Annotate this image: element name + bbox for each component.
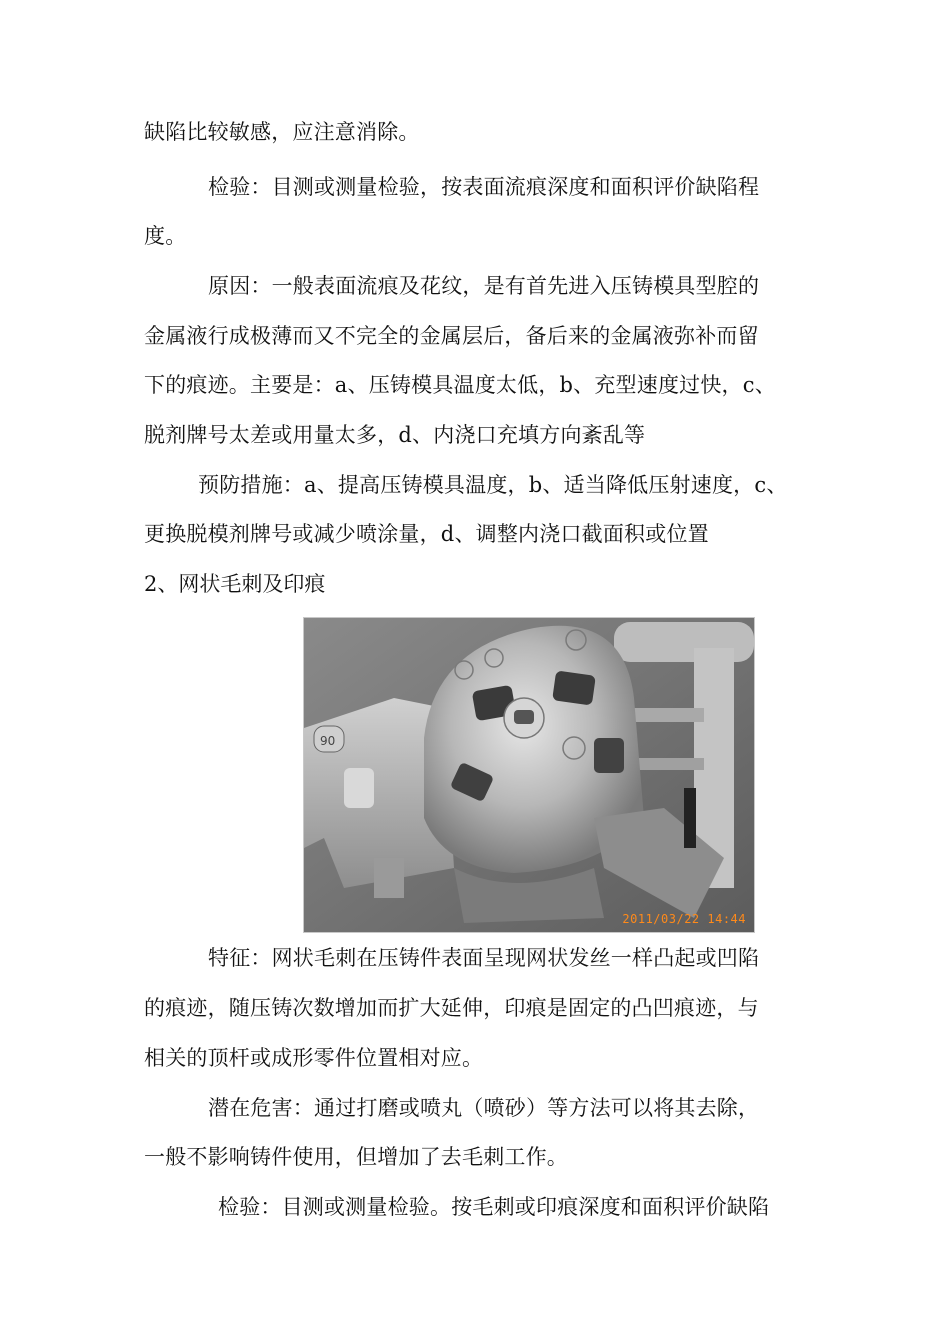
text-line: 缺陷比较敏感，应注意消除。 xyxy=(144,120,420,144)
part-mark: 90 xyxy=(320,734,336,748)
casting-image xyxy=(304,618,754,932)
text-line: 潜在危害：通过打磨或喷丸（喷砂）等方法可以将其去除， xyxy=(208,1096,760,1120)
photo-timestamp: 2011/03/22 14:44 xyxy=(622,912,746,926)
text-line: 下的痕迹。主要是：a、压铸模具温度太低，b、充型速度过快，c、 xyxy=(144,373,776,397)
section-heading: 2、网状毛刺及印痕 xyxy=(144,572,326,596)
text-line: 原因：一般表面流痕及花纹，是有首先进入压铸模具型腔的 xyxy=(208,274,760,298)
text-line: 的痕迹，随压铸次数增加而扩大延伸，印痕是固定的凸凹痕迹，与 xyxy=(144,996,759,1020)
text-line: 检验：目测或测量检验，按表面流痕深度和面积评价缺陷程 xyxy=(208,175,760,199)
text-line: 金属液行成极薄而又不完全的金属层后，备后来的金属液弥补而留 xyxy=(144,324,759,348)
text-line: 一般不影响铸件使用，但增加了去毛刺工作。 xyxy=(144,1145,568,1169)
text-line: 度。 xyxy=(144,224,187,248)
text-line: 检验：目测或测量检验。按毛刺或印痕深度和面积评价缺陷 xyxy=(218,1195,770,1219)
text-line: 相关的顶杆或成形零件位置相对应。 xyxy=(144,1046,484,1070)
text-line: 脱剂牌号太差或用量太多，d、内浇口充填方向紊乱等 xyxy=(144,423,646,447)
text-line: 预防措施：a、提高压铸模具温度，b、适当降低压射速度，c、 xyxy=(198,473,788,497)
text-line: 更换脱模剂牌号或减少喷涂量，d、调整内浇口截面积或位置 xyxy=(144,522,709,546)
text-line: 特征：网状毛刺在压铸件表面呈现网状发丝一样凸起或凹陷 xyxy=(208,946,760,970)
die-casting-photo xyxy=(303,617,755,933)
